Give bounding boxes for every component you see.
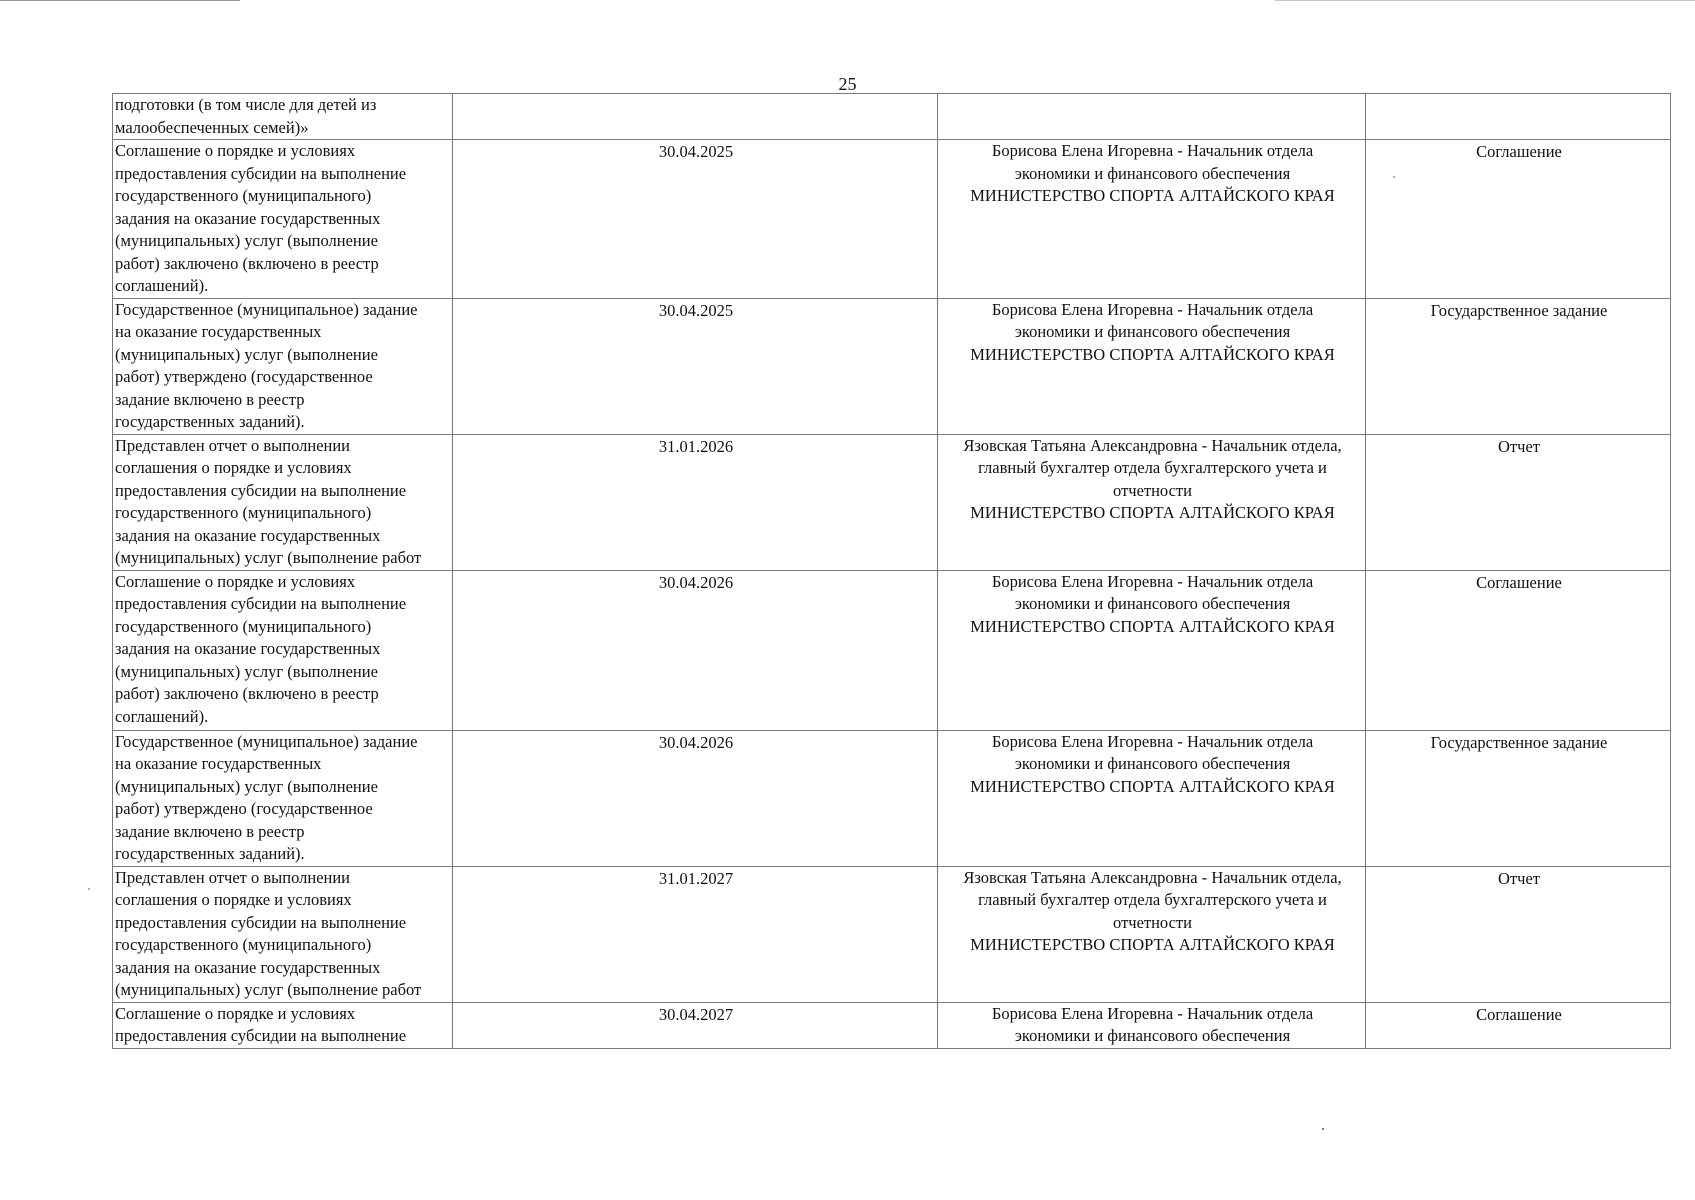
event-cell: Соглашение о порядке и условиях предоставления субсидии на выполнение bbox=[113, 1002, 453, 1048]
doc-type-cell bbox=[1366, 94, 1671, 140]
doc-type-cell bbox=[1366, 1002, 1671, 1048]
event-cell: Государственное (муниципальное) задание на оказание государственных (муниципальных) услуг (выполнение работ) утверждено (государственное задание включено в реестр государственных заданий). bbox=[113, 298, 453, 434]
date-value: 31.01.2027 bbox=[658, 868, 734, 888]
doc-type-cell bbox=[1366, 434, 1671, 570]
table-row bbox=[113, 140, 1671, 299]
table-row bbox=[113, 1002, 1671, 1048]
date-cell bbox=[453, 298, 938, 434]
date-cell bbox=[453, 570, 938, 730]
date-value: 30.04.2026 bbox=[658, 732, 734, 752]
event-cell: Соглашение о порядке и условиях предоставления субсидии на выполнение государственного (муниципального) задания на оказание государственных (муниципальных) услуг (выполнение работ) заключено (включено в реестр соглашений). bbox=[113, 570, 453, 730]
doc-type-value: Государственное задание bbox=[1430, 732, 1608, 752]
date-value: 30.04.2026 bbox=[658, 572, 734, 592]
responsible-cell bbox=[938, 94, 1366, 140]
scan-speck bbox=[1322, 1128, 1324, 1130]
table-row bbox=[113, 730, 1671, 866]
date-cell bbox=[453, 434, 938, 570]
responsible-cell: Борисова Елена Игоревна - Начальник отдела экономики и финансового обеспечения МИНИСТЕРСТВО СПОРТА АЛТАЙСКОГО КРАЯ bbox=[938, 570, 1366, 730]
responsible-cell: Борисова Елена Игоревна - Начальник отдела экономики и финансового обеспечения МИНИСТЕРСТВО СПОРТА АЛТАЙСКОГО КРАЯ bbox=[938, 730, 1366, 866]
date-value: 30.04.2025 bbox=[658, 300, 734, 320]
doc-type-value: Соглашение bbox=[1476, 142, 1562, 161]
table-row bbox=[113, 570, 1671, 730]
table-row bbox=[113, 298, 1671, 434]
events-table bbox=[112, 93, 1671, 1049]
event-cell: Представлен отчет о выполнении соглашения о порядке и условиях предоставления субсидии на выполнение государственного (муниципального) задания на оказание государственных (муниципальных) услуг (выполнение работ bbox=[113, 434, 453, 570]
doc-type-value: Отчет bbox=[1498, 868, 1540, 888]
date-value: 30.04.2025 bbox=[658, 142, 734, 161]
date-cell bbox=[453, 730, 938, 866]
table-row bbox=[113, 866, 1671, 1002]
doc-type-value: Отчет bbox=[1498, 436, 1540, 456]
date-cell bbox=[453, 140, 938, 299]
date-value: 31.01.2026 bbox=[658, 436, 734, 456]
responsible-cell: Язовская Татьяна Александровна - Начальник отдела, главный бухгалтер отдела бухгалтерского учета и отчетности МИНИСТЕРСТВО СПОРТА АЛТАЙСКОГО КРАЯ bbox=[938, 866, 1366, 1002]
doc-type-cell bbox=[1366, 866, 1671, 1002]
date-cell bbox=[453, 94, 938, 140]
doc-type-cell bbox=[1366, 298, 1671, 434]
date-value: 30.04.2027 bbox=[658, 1004, 734, 1024]
responsible-cell: Борисова Елена Игоревна - Начальник отдела экономики и финансового обеспечения МИНИСТЕРСТВО СПОРТА АЛТАЙСКОГО КРАЯ bbox=[938, 140, 1366, 299]
event-cell: Представлен отчет о выполнении соглашения о порядке и условиях предоставления субсидии на выполнение государственного (муниципального) задания на оказание государственных (муниципальных) услуг (выполнение работ bbox=[113, 866, 453, 1002]
doc-type-cell bbox=[1366, 730, 1671, 866]
event-cell: подготовки (в том числе для детей из малообеспеченных семей)» bbox=[113, 94, 453, 140]
scan-edge-top-right bbox=[1275, 0, 1695, 1]
doc-type-value: Государственное задание bbox=[1430, 300, 1608, 320]
doc-type-cell bbox=[1366, 140, 1671, 299]
doc-type-value bbox=[1368, 94, 1670, 95]
doc-type-cell bbox=[1366, 570, 1671, 730]
scan-speck bbox=[1393, 176, 1395, 178]
table-row bbox=[113, 434, 1671, 570]
responsible-cell: Борисова Елена Игоревна - Начальник отдела экономики и финансового обеспечения МИНИСТЕРСТВО СПОРТА АЛТАЙСКОГО КРАЯ bbox=[938, 298, 1366, 434]
responsible-cell: Язовская Татьяна Александровна - Начальник отдела, главный бухгалтер отдела бухгалтерского учета и отчетности МИНИСТЕРСТВО СПОРТА АЛТАЙСКОГО КРАЯ bbox=[938, 434, 1366, 570]
event-cell: Соглашение о порядке и условиях предоставления субсидии на выполнение государственного (муниципального) задания на оказание государственных (муниципальных) услуг (выполнение работ) заключено (включено в реестр соглашений). bbox=[113, 140, 453, 299]
scan-speck bbox=[88, 888, 90, 890]
date-value bbox=[455, 94, 937, 95]
doc-type-value: Соглашение bbox=[1476, 1004, 1562, 1024]
table-row bbox=[113, 94, 1671, 140]
date-cell bbox=[453, 1002, 938, 1048]
doc-type-value: Соглашение bbox=[1476, 572, 1562, 592]
event-cell: Государственное (муниципальное) задание на оказание государственных (муниципальных) услуг (выполнение работ) утверждено (государственное задание включено в реестр государственных заданий). bbox=[113, 730, 453, 866]
scan-edge-top-left bbox=[0, 0, 240, 1]
responsible-cell: Борисова Елена Игоревна - Начальник отдела экономики и финансового обеспечения bbox=[938, 1002, 1366, 1048]
page-number: 25 bbox=[838, 74, 857, 94]
date-cell bbox=[453, 866, 938, 1002]
